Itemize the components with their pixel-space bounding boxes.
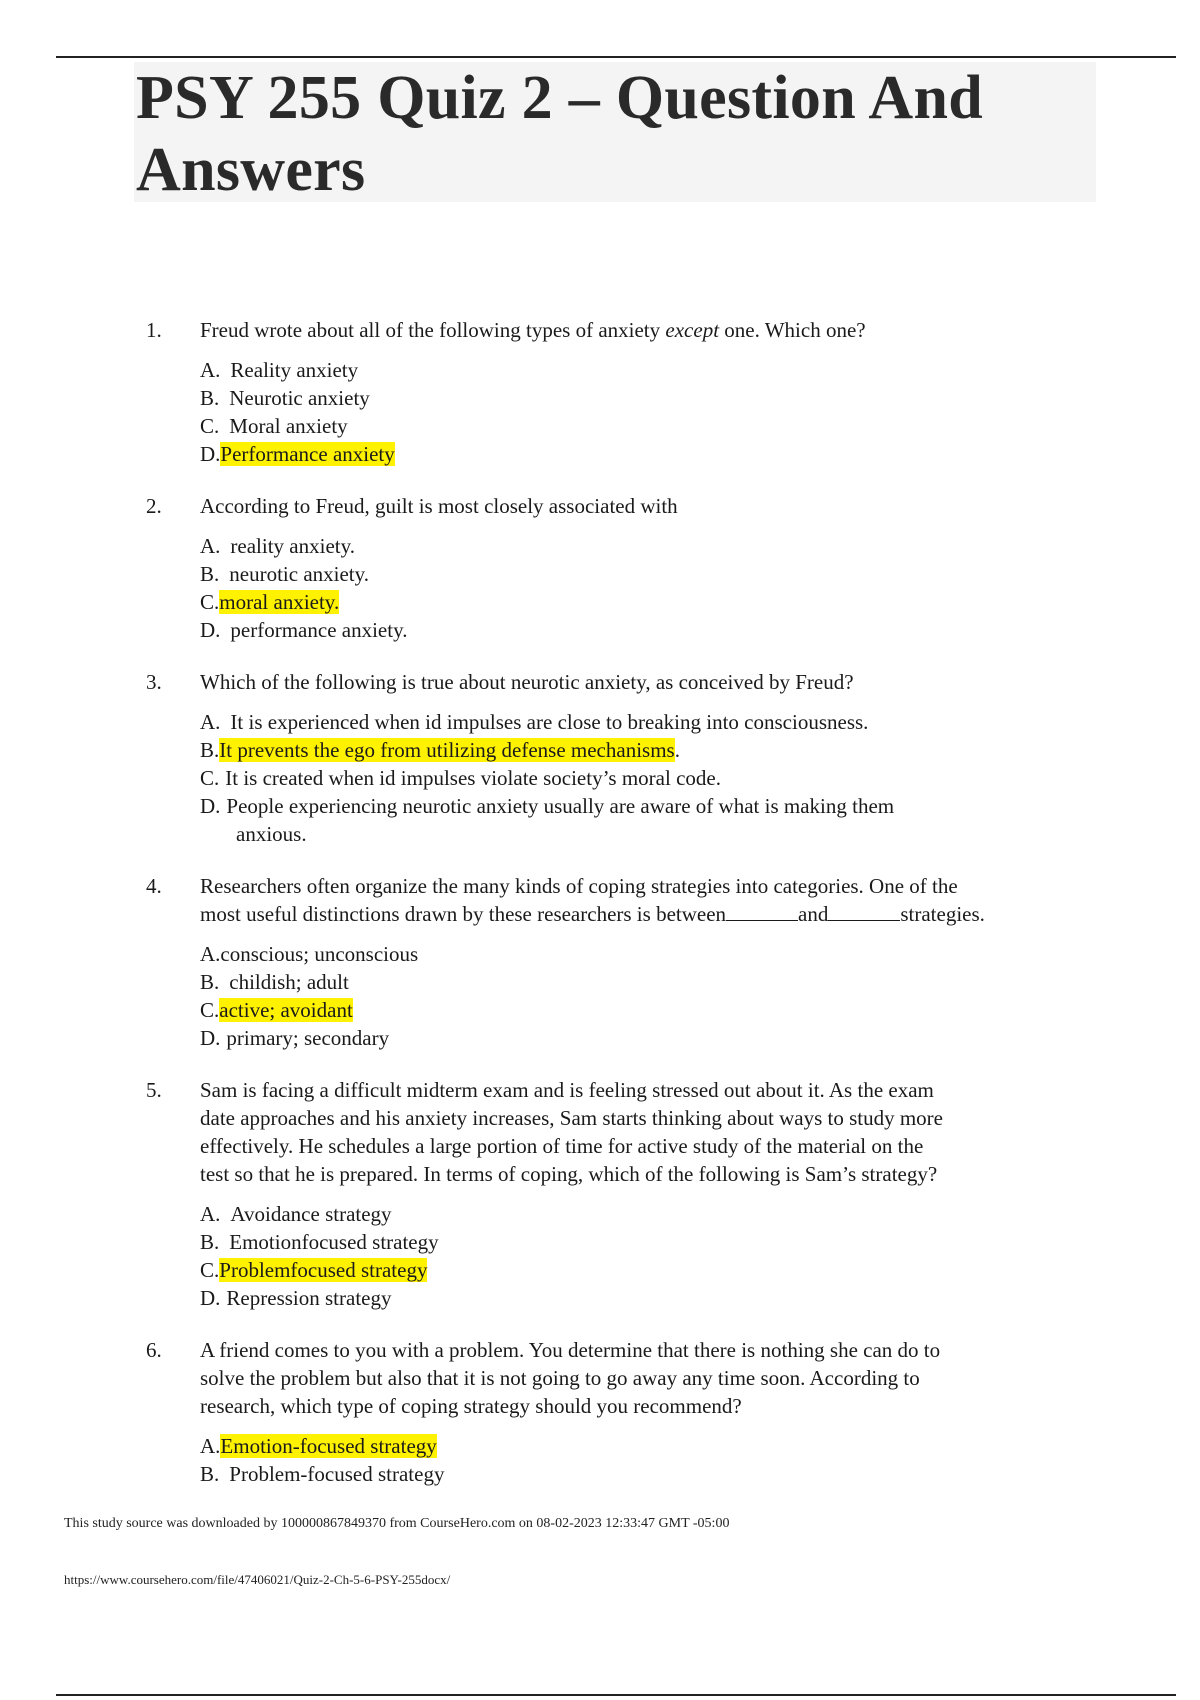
option-a: A. Reality anxiety <box>200 358 359 382</box>
question-number: 6. <box>146 1338 162 1362</box>
title-banner <box>134 62 1096 202</box>
answer-highlight: Performance anxiety <box>220 442 395 466</box>
question-text: Researchers often organize the many kinds of coping strategies into categories. One of the most useful distinctions drawn by these researchers is between and strategies. <box>200 874 985 926</box>
option-b: B. childish; adult <box>200 970 349 994</box>
answer-highlight: It prevents the ego from utilizing defense mechanisms <box>219 738 675 762</box>
option-b: B. Problem-focused strategy <box>200 1462 445 1486</box>
question-number: 2. <box>146 494 162 518</box>
option-b-answer: B.It prevents the ego from utilizing defense mechanisms. <box>200 738 680 762</box>
option-b: B. neurotic anxiety. <box>200 562 370 586</box>
options <box>200 940 1090 1052</box>
option-d-continuation: anxious. <box>236 822 307 846</box>
option-d: D. People experiencing neurotic anxiety usually are aware of what is making them <box>200 794 895 818</box>
question-text: Which of the following is true about neurotic anxiety, as conceived by Freud? <box>200 670 854 694</box>
answer-highlight: active; avoidant <box>219 998 353 1022</box>
option-b: B. Neurotic anxiety <box>200 386 370 410</box>
top-rule <box>56 56 1176 58</box>
option-c-answer: C.moral anxiety. <box>200 590 340 614</box>
bottom-rule <box>56 1694 1176 1696</box>
option-d-answer: D.Performance anxiety <box>200 442 395 466</box>
blank-line <box>726 902 798 921</box>
option-a: A. reality anxiety. <box>200 534 356 558</box>
question-number: 1. <box>146 318 162 342</box>
option-d: D. performance anxiety. <box>200 618 408 642</box>
option-a: A. Avoidance strategy <box>200 1202 392 1226</box>
question-number: 5. <box>146 1078 162 1102</box>
option-a: A.conscious; unconscious <box>200 942 419 966</box>
blank-line <box>828 902 900 921</box>
option-c: C. Moral anxiety <box>200 414 348 438</box>
options <box>200 1200 1090 1312</box>
answer-highlight: Problemfocused strategy <box>219 1258 428 1282</box>
options <box>200 708 1090 848</box>
option-b: B. Emotionfocused strategy <box>200 1230 439 1254</box>
download-note: This study source was downloaded by 100000867849370 from CourseHero.com on 08-02-2023 12:33:47 GMT -05:00 <box>64 1516 730 1531</box>
option-a: A. It is experienced when id impulses are close to breaking into consciousness. <box>200 710 869 734</box>
question-text: A friend comes to you with a problem. You determine that there is nothing she can do to solve the problem but also that it is not going to go away any time soon. According to research, which type of coping strategy should you recommend? <box>200 1338 941 1418</box>
question-text: According to Freud, guilt is most closely associated with <box>200 494 678 518</box>
option-c-answer: C.active; avoidant <box>200 998 353 1022</box>
option-c: C. It is created when id impulses violate society’s moral code. <box>200 766 721 790</box>
question-text: Freud wrote about all of the following types of anxiety except one. Which one? <box>200 318 866 342</box>
source-url[interactable]: https://www.coursehero.com/file/47406021/Quiz-2-Ch-5-6-PSY-255docx/ <box>64 1572 451 1587</box>
answer-highlight: moral anxiety. <box>219 590 340 614</box>
option-c-answer: C.Problemfocused strategy <box>200 1258 428 1282</box>
options <box>200 532 1090 644</box>
answer-highlight: Emotion-focused strategy <box>220 1434 437 1458</box>
question-number: 3. <box>146 670 162 694</box>
question-text: Sam is facing a difficult midterm exam and is feeling stressed out about it. As the exam date approaches and his anxiety increases, Sam starts thinking about ways to study more effectively. He schedules a large portion of time for active study of the material on the test so that he is prepared. In terms of coping, which of the following is Sam’s strategy? <box>200 1078 943 1186</box>
option-d: D. Repression strategy <box>200 1286 392 1310</box>
question-number: 4. <box>146 874 162 898</box>
options <box>200 1432 1090 1488</box>
option-a-answer: A.Emotion-focused strategy <box>200 1434 437 1458</box>
option-d: D. primary; secondary <box>200 1026 390 1050</box>
options <box>200 356 1090 468</box>
page-title: PSY 255 Quiz 2 – Question And Answers <box>136 64 984 204</box>
